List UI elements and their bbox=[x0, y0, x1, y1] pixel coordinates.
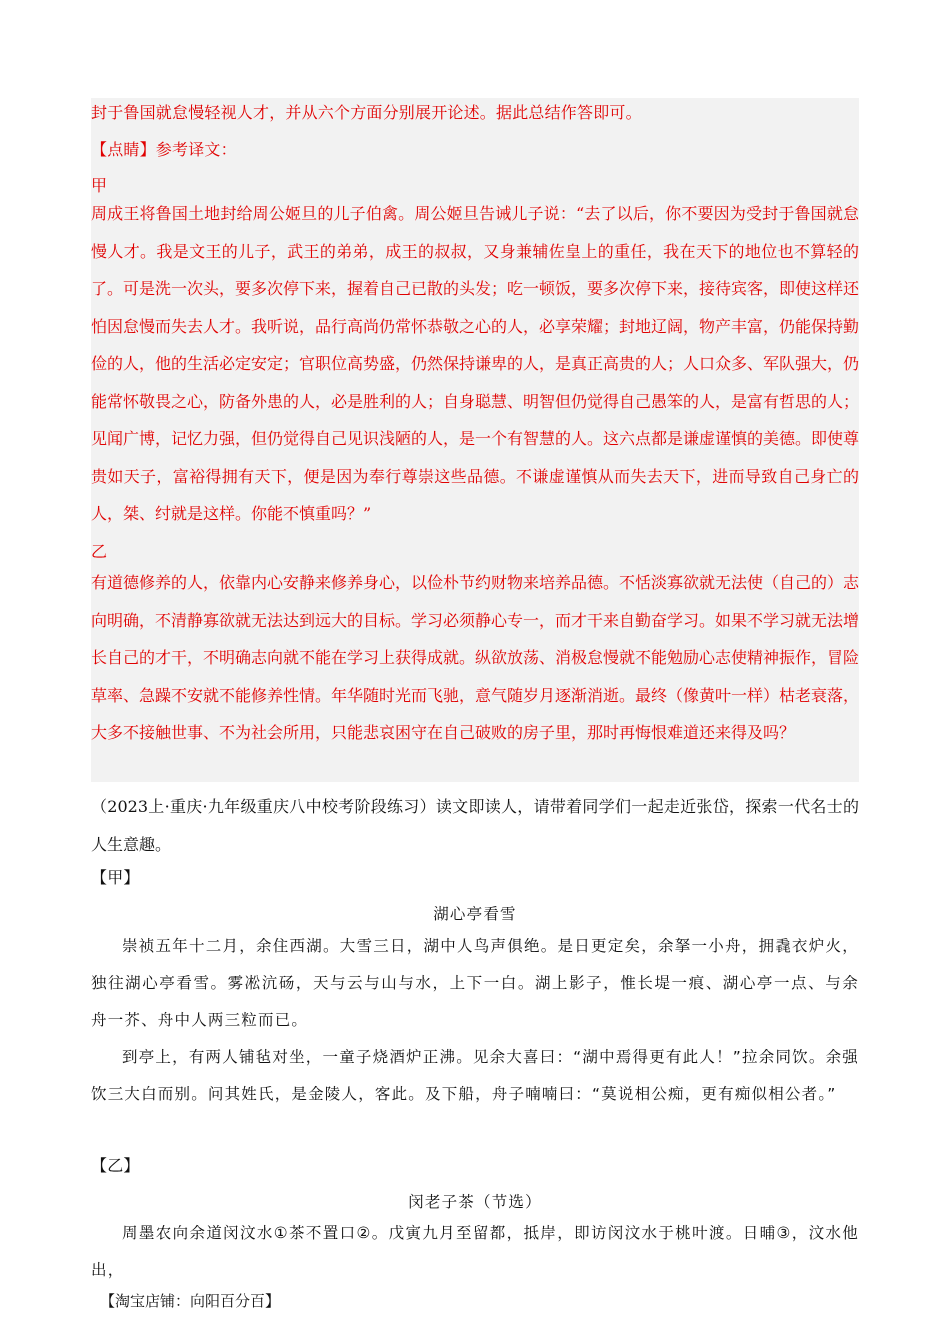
footer-shop-label: 【淘宝店铺：向阳百分百】 bbox=[100, 1292, 281, 1310]
jia-translation bbox=[91, 195, 859, 533]
yi-para-1: 周墨农向余道闵汶水①茶不置口②。戊寅九月至留都，抵岸，即访闵汶水于桃叶渡。日晡③，汶水他出， bbox=[91, 1224, 859, 1279]
jia-mark: 甲 bbox=[91, 176, 108, 195]
dianjing-label: 【点睛】参考译文： bbox=[91, 140, 237, 159]
section-jia-label: 【甲】 bbox=[91, 868, 140, 887]
title-yi: 闵老子茶（节选） bbox=[408, 1193, 542, 1211]
yi-passage bbox=[91, 1215, 859, 1289]
yi-translation bbox=[91, 564, 859, 752]
question-intro bbox=[91, 788, 859, 863]
title-jia: 湖心亭看雪 bbox=[433, 905, 517, 923]
answer-tail: 封于鲁国就怠慢轻视人才，并从六个方面分别展开论述。据此总结作答即可。 bbox=[91, 103, 642, 122]
yi-mark: 乙 bbox=[91, 542, 108, 561]
jia-passage bbox=[91, 928, 859, 1113]
question-intro-text: （2023上·重庆·九年级重庆八中校考阶段练习）读文即读人，请带着同学们一起走近张岱，探索一代名士的人生意趣。 bbox=[91, 797, 859, 854]
jia-para-2: 到亭上，有两人铺毡对坐，一童子烧酒炉正沸。见余大喜曰：“湖中焉得更有此人！”拉余同饮。余强饮三大白而别。问其姓氏，是金陵人，客此。及下船，舟子喃喃曰：“莫说相公痴，更有痴似相公者。” bbox=[91, 1048, 859, 1103]
jia-translation-text: 周成王将鲁国土地封给周公姬旦的儿子伯禽。周公姬旦告诫儿子说：“去了以后，你不要因为受封于鲁国就怠慢人才。我是文王的儿子，武王的弟弟，成王的叔叔，又身兼辅佐皇上的重任，我在天下的地位也不算轻的了。可是洗一次头，要多次停下来，握着自己已散的头发；吃一顿饭，要多次停下来，接待宾客，即使这样还怕因怠慢而失去人才。我听说，品行高尚仍常怀恭敬之心的人，必享荣耀；封地辽阔，物产丰富，仍能保持勤俭的人，他的生活必定安定；官职位高势盛，仍然保持谦卑的人，是真正高贵的人；人口众多、军队强大，仍能常怀敬畏之心，防备外患的人，必是胜利的人；自身聪慧、明智但仍觉得自己愚笨的人，是富有哲思的人；见闻广博，记忆力强，但仍觉得自己见识浅陋的人，是一个有智慧的人。这六点都是谦虚谨慎的美德。即使尊贵如天子，富裕得拥有天下，便是因为奉行尊崇这些品德。不谦虚谨慎从而失去天下，进而导致自己身亡的人，桀、纣就是这样。你能不慎重吗？” bbox=[91, 204, 860, 523]
yi-translation-text: 有道德修养的人，依靠内心安静来修养身心，以俭朴节约财物来培养品德。不恬淡寡欲就无法使（自己的）志向明确，不清静寡欲就无法达到远大的目标。学习必须静心专一，而才干来自勤奋学习。如果不学习就无法增长自己的才干，不明确志向就不能在学习上获得成就。纵欲放荡、消极怠慢就不能勉励心志使精神振作，冒险草率、急躁不安就不能修养性情。年华随时光而飞驰，意气随岁月逐渐消逝。最终（像黄叶一样）枯老衰落，大多不接触世事、不为社会所用，只能悲哀困守在自己破败的房子里，那时再悔恨难道还来得及吗？ bbox=[91, 573, 860, 742]
jia-para-1: 崇祯五年十二月，余住西湖。大雪三日，湖中人鸟声俱绝。是日更定矣，余拏一小舟，拥毳衣炉火，独往湖心亭看雪。雾凇沆砀，天与云与山与水，上下一白。湖上影子，惟长堤一痕、湖心亭一点、与余舟一芥、舟中人两三粒而已。 bbox=[91, 937, 859, 1029]
section-yi-label: 【乙】 bbox=[91, 1156, 140, 1175]
